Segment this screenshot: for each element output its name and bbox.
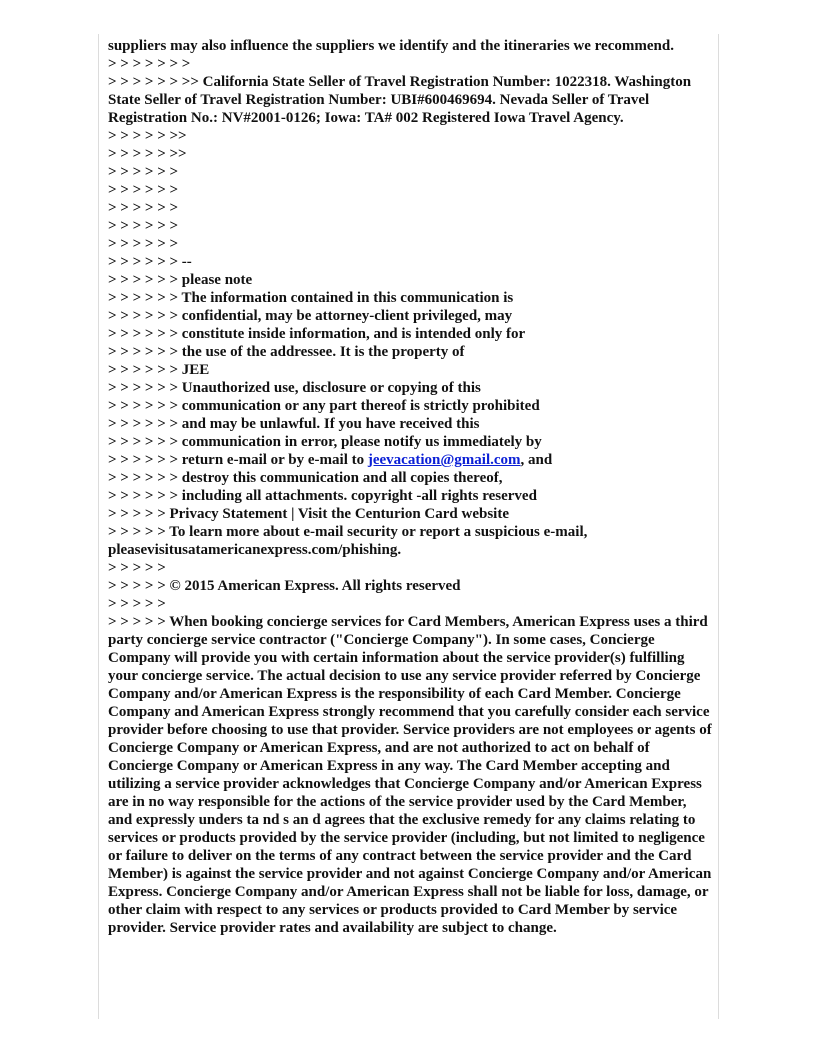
email-link[interactable]: jeevacation@gmail.com xyxy=(367,452,521,468)
quoted-line: > > > > > >> xyxy=(108,128,187,144)
quoted-line: > > > > > > destroy this communication and all copies thereof, xyxy=(108,470,503,486)
quoted-line: > > > > > > xyxy=(108,164,179,180)
email-line-suffix: , and xyxy=(520,452,553,468)
quoted-line: > > > > > xyxy=(108,560,166,576)
quoted-line: > > > > > > Unauthorized use, disclosure or copying of this xyxy=(108,380,481,396)
quoted-line: > > > > > > > xyxy=(108,56,191,72)
quoted-line: > > > > > > The information contained in this communication is xyxy=(108,290,514,306)
quoted-line: > > > > > > confidential, may be attorney-client privileged, may xyxy=(108,308,513,324)
privacy-statement-line: > > > > > Privacy Statement | Visit the Centurion Card website xyxy=(108,506,509,522)
quoted-line: > > > > > > -- xyxy=(108,254,192,270)
intro-text: suppliers may also influence the suppliers we identify and the itineraries we recommend. xyxy=(108,38,674,54)
email-security-line: > > > > > To learn more about e-mail security or report a suspicious e-mail, pleasevisitusatamericanexpress.com/phishing. xyxy=(108,524,588,558)
quoted-line: > > > > > >> xyxy=(108,146,187,162)
quoted-line: > > > > > > xyxy=(108,236,179,252)
quoted-line: > > > > > > communication or any part thereof is strictly prohibited xyxy=(108,398,540,414)
quoted-line: > > > > > > xyxy=(108,218,179,234)
quoted-line: > > > > > > communication in error, please notify us immediately by xyxy=(108,434,542,450)
quoted-line: > > > > > > JEE xyxy=(108,362,210,378)
document-body xyxy=(108,37,712,937)
email-line-prefix: > > > > > > return e-mail or by e-mail to xyxy=(108,452,368,468)
quoted-line: > > > > > > xyxy=(108,200,179,216)
quoted-line: > > > > > > xyxy=(108,182,179,198)
seller-of-travel-registration: > > > > > > >> California State Seller of Travel Registration Number: 1022318. Washington State Seller of Travel Registration Number: UBI#600469694. Nevada Seller of Travel Registration No.: NV#2001-0126; Iowa: TA# 002 Registered Iowa Travel Agency. xyxy=(108,74,692,126)
quoted-line: > > > > > > the use of the addressee. It is the property of xyxy=(108,344,465,360)
email-line xyxy=(108,451,712,469)
copyright-line: > > > > > © 2015 American Express. All rights reserved xyxy=(108,578,461,594)
concierge-disclaimer: > > > > > When booking concierge services for Card Members, American Express uses a third party concierge service contractor ("Concierge Company"). In some cases, Concierge Company will provide you with certain information about the service provider(s) fulfilling your concierge service. The actual decision to use any service provider referred by Concierge Company and/or American Express is the responsibility of each Card Member. Concierge Company and American Express strongly recommend that you carefully consider each service provider before choosing to use that provider. Service providers are not employees or agents of Concierge Company or American Express, and are not authorized to act on behalf of Concierge Company or American Express in any way. The Card Member accepting and utilizing a service provider acknowledges that Concierge Company and/or American Express are in no way responsible for the actions of the service provider used by the Card Member, and expressly unders ta nd s an d agrees that the exclusive remedy for any claims relating to services or products provided by the service provider (including, but not limited to negligence or failure to deliver on the terms of any contract between the service provider and the Card Member) is against the service provider and not against Concierge Company and/or American Express. Concierge Company and/or American Express shall not be liable for loss, damage, or other claim with respect to any services or products provided to Card Member by service provider. Service provider rates and availability are subject to change. xyxy=(108,614,712,936)
quoted-line: > > > > > > including all attachments. copyright -all rights reserved xyxy=(108,488,537,504)
quoted-line: > > > > > xyxy=(108,596,166,612)
quoted-line: > > > > > > constitute inside information, and is intended only for xyxy=(108,326,526,342)
quoted-line: > > > > > > please note xyxy=(108,272,253,288)
quoted-line: > > > > > > and may be unlawful. If you have received this xyxy=(108,416,480,432)
